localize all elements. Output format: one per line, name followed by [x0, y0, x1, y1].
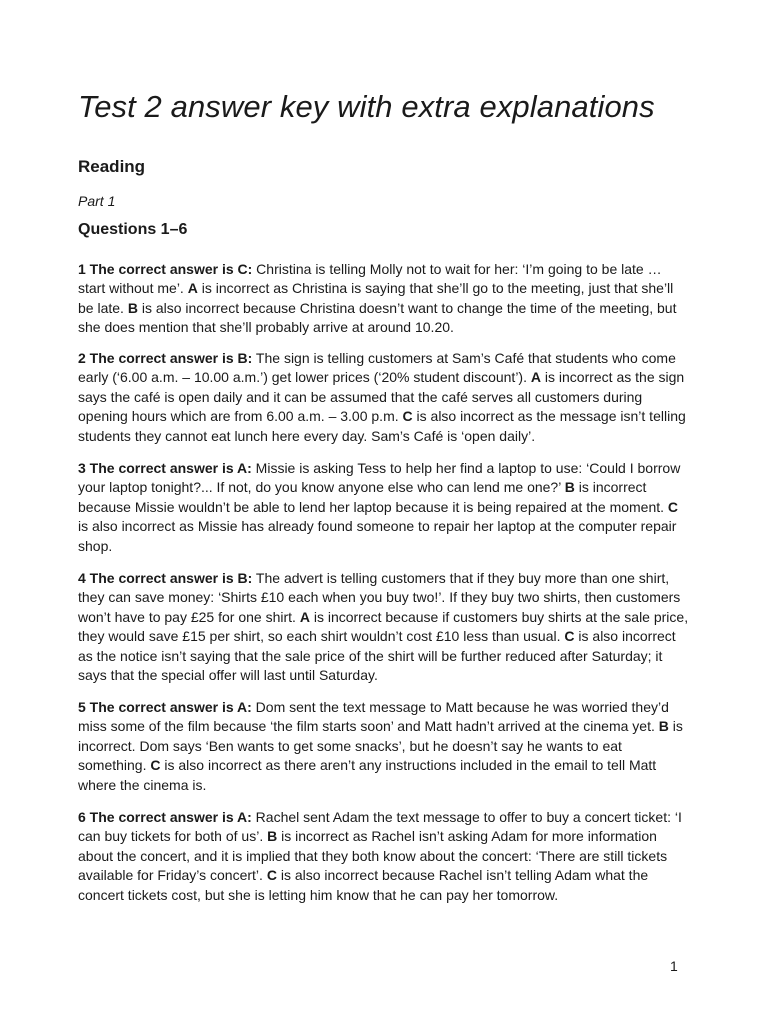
part-label: Part 1 [78, 193, 116, 209]
answer-paragraph-4 [78, 569, 690, 685]
option-letter: A [299, 608, 310, 625]
answer-lead: 1 The correct answer is C: [78, 261, 253, 277]
questions-heading: Questions 1–6 [78, 221, 188, 238]
answer-text: is also incorrect as Missie has already found someone to repair her laptop at the computer repair shop. [78, 518, 677, 554]
answer-text: is incorrect because Missie wouldn’t be able to lend her laptop because it is being repaired at the moment. [78, 479, 668, 515]
answer-text: is also incorrect because Rachel isn’t telling Adam what the concert tickets cost, but she is letting him know that he can pay her tomorrow. [78, 867, 649, 903]
answer-paragraph-3 [78, 459, 690, 556]
option-letter: A [530, 369, 541, 386]
answer-lead: 2 The correct answer is B: [78, 350, 253, 366]
option-letter: C [667, 498, 679, 515]
page-title: Test 2 answer key with extra explanations [78, 89, 655, 124]
answer-text: The advert is telling customers that if they buy more than one shirt, they can save money: ‘Shirts £10 each when you buy two!’. If they buy two shirts, then customers won’t have to pay £25 for one shirt. [78, 570, 681, 625]
option-letter: C [564, 628, 575, 645]
answer-text: Dom sent the text message to Matt because he was worried they’d miss some of the film because ‘the film starts soon’ and Matt hadn’t arrived at the cinema yet. [78, 699, 669, 735]
answer-lead: 5 The correct answer is A: [78, 699, 252, 715]
option-letter: C [266, 867, 277, 884]
answer-paragraph-2 [78, 349, 690, 446]
answer-text: Christina is telling Molly not to wait for her: ‘I’m going to be late … start without me’. [78, 261, 662, 297]
answer-lead: 6 The correct answer is A: [78, 809, 252, 825]
answer-text: is also incorrect as the message isn’t telling students they cannot eat lunch here every day. Sam’s Café is ‘open daily’. [78, 408, 686, 444]
answer-lead: 4 The correct answer is B: [78, 570, 253, 586]
option-letter: B [564, 479, 575, 496]
section-heading-reading: Reading [78, 157, 146, 176]
answer-text: is also incorrect as the notice isn’t saying that the sale price of the shirt will be further reduced after Saturday; it says that the special offer will last until Saturday. [78, 628, 676, 684]
answer-text: is incorrect. Dom says ‘Ben wants to get some snacks’, but he doesn’t say he wants to eat something. [78, 718, 683, 774]
answer-text: is incorrect because if customers buy shirts at the sale price, they would save £15 per shirt, so each shirt wouldn’t cost £10 less than usual. [78, 608, 689, 645]
answer-paragraph-5 [78, 698, 690, 795]
answer-text: Rachel sent Adam the text message to offer to buy a concert ticket: ‘I can buy tickets for both of us’. [78, 809, 682, 845]
answer-paragraph-6 [78, 808, 690, 905]
answer-text: Missie is asking Tess to help her find a laptop to use: ‘Could I borrow your laptop tonight?... If not, do you know anyone else who can lend me one?’ [78, 460, 681, 496]
answer-text: is incorrect as Christina is saying that she’ll go to the meeting, just that she’ll be late. [78, 280, 674, 316]
option-letter: B [267, 828, 278, 845]
option-letter: C [150, 757, 161, 774]
answer-text: The sign is telling customers at Sam’s Café that students who come early (‘6.00 a.m. – 10.00 a.m.’) get lower prices (‘20% student discount’). [78, 350, 676, 386]
answer-lead: 3 The correct answer is A: [78, 460, 252, 476]
answer-text: is also incorrect as there aren’t any instructions included in the email to tell Matt where the cinema is. [78, 757, 657, 793]
answer-text: is also incorrect because Christina doesn’t want to change the time of the meeting, but she does mention that she’ll probably arrive at around 10.20. [78, 299, 677, 336]
page-number: 1 [670, 958, 678, 974]
option-letter: B [658, 718, 669, 735]
option-letter: A [187, 280, 198, 297]
answer-paragraph-1 [78, 260, 690, 338]
option-letter: B [127, 299, 138, 316]
answer-text: is incorrect as Rachel isn’t asking Adam for more information about the concert, and it is implied that they both know about the concert: ‘There are still tickets available for Friday’s concert’. [78, 828, 668, 884]
answer-text: is incorrect as the sign says the café is open daily and it can be assumed that the café serves all customers during opening hours which are from 6.00 a.m. – 3.00 p.m. [78, 369, 685, 425]
option-letter: C [402, 408, 413, 425]
